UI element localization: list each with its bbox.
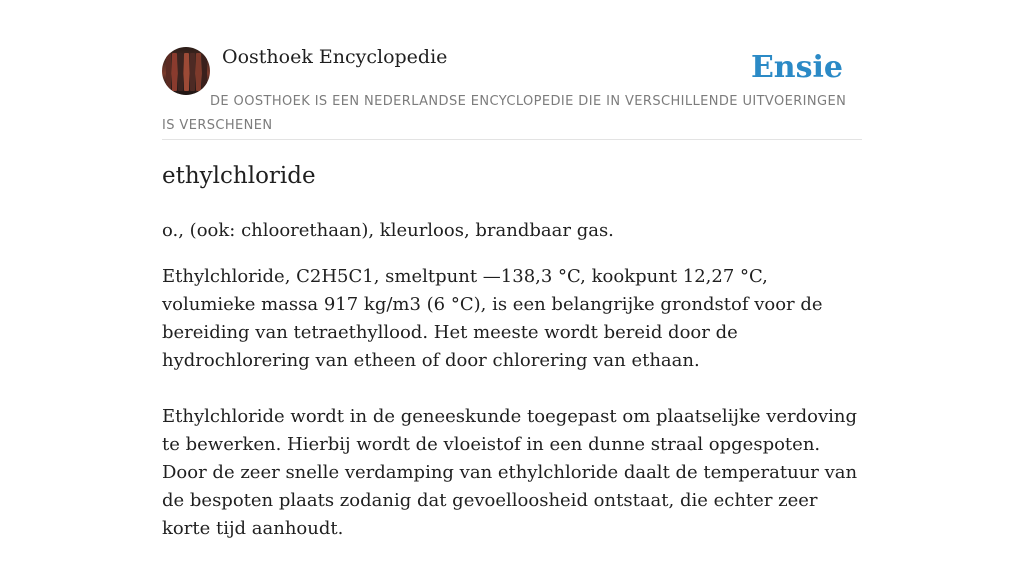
article-summary: o., (ook: chloorethaan), kleurloos, brandbaar gas. — [162, 220, 614, 241]
site-tagline: DE OOSTHOEK IS EEN NEDERLANDSE ENCYCLOPEDIE DIE IN VERSCHILLENDE UITVOERINGEN IS VERSCHENEN — [162, 94, 847, 133]
page-container — [162, 0, 862, 539]
article-paragraph: Ethylchloride, C2H5C1, smeltpunt —138,3 °C, kookpunt 12,27 °C, volumieke massa 917 kg/m3 (6 °C), is een belangrijke grondstof voor de bereiding van tetraethyllood. Het meeste wordt bereid door de hydrochlorering van etheen of door chlorering van ethaan. — [162, 266, 823, 371]
article-body — [162, 263, 862, 571]
encyclopedia-avatar-icon[interactable] — [162, 47, 210, 95]
article-title: ethylchloride — [162, 163, 316, 189]
article-paragraph: Ethylchloride wordt in de geneeskunde toegepast om plaatselijke verdoving te bewerken. Hierbij wordt de vloeistof in een dunne straal opgespoten. Door de zeer snelle verdamping van ethylchloride daalt de temperatuur van de bespoten plaats zodanig dat gevoelloosheid ontstaat, die echter zeer korte tijd aanhoudt. — [162, 406, 858, 539]
site-header — [162, 0, 862, 140]
site-name-link[interactable]: Oosthoek Encyclopedie — [222, 46, 448, 68]
brand-logo-link[interactable]: Ensie — [750, 50, 843, 85]
